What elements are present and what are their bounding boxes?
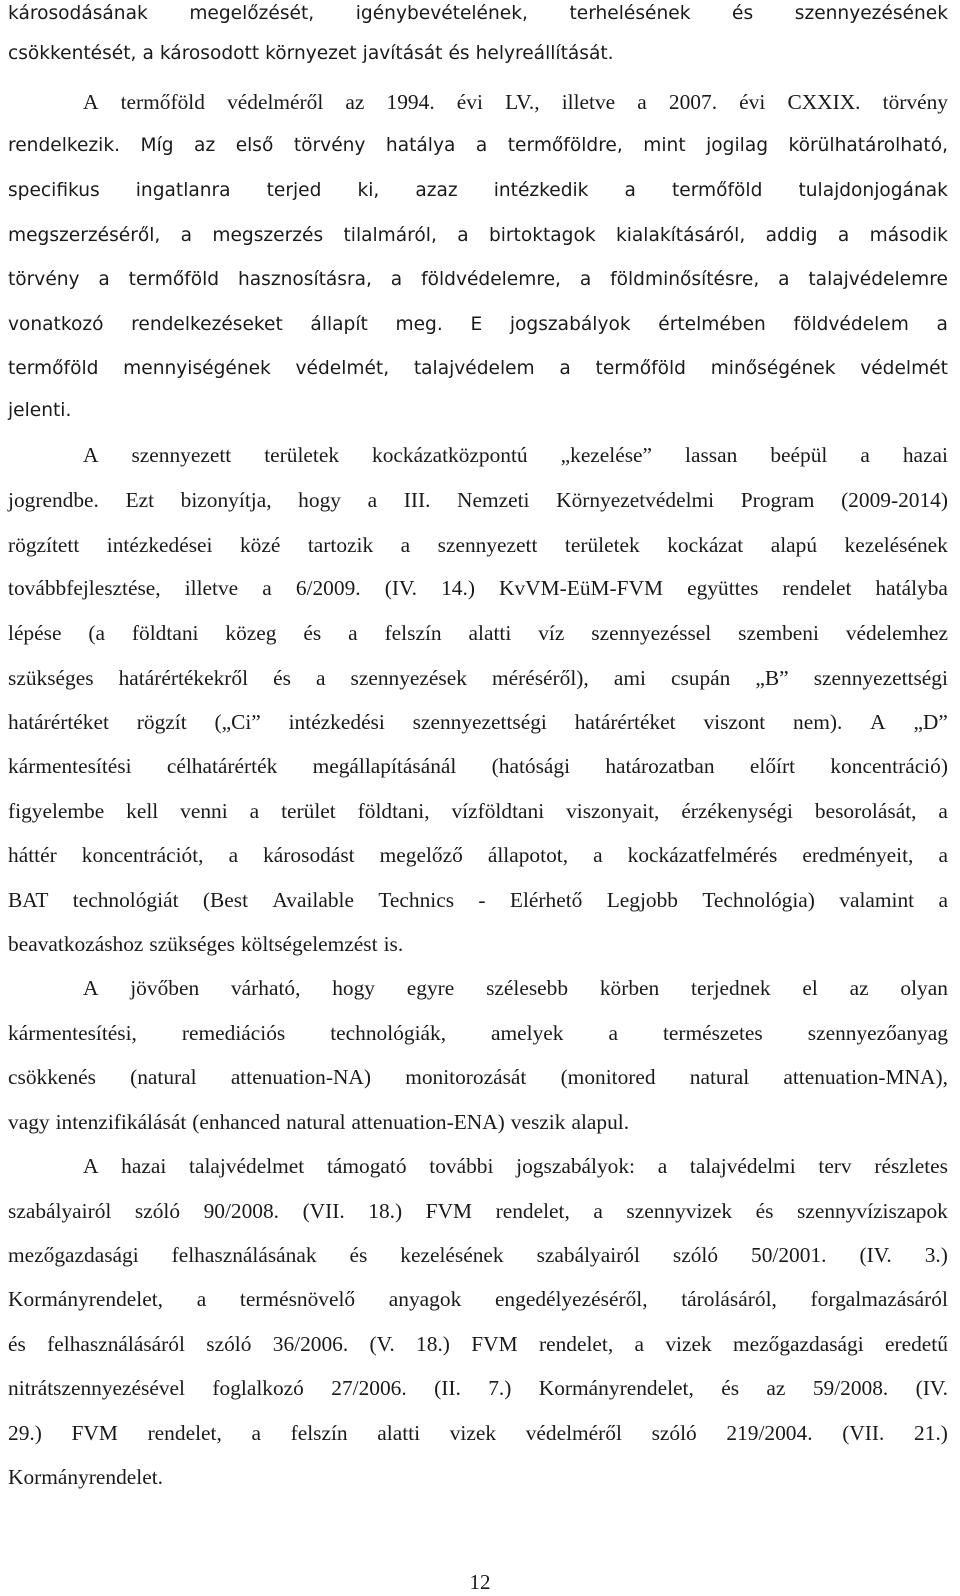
text-line: nitrátszennyezésével foglalkozó 27/2006. (II. 7.) Kormányrendelet, és az 59/2008. (IV. bbox=[8, 1376, 948, 1400]
text-line: BAT technológiát (Best Available Technics - Elérhető Legjobb Technológia) valamint a bbox=[8, 888, 948, 912]
text-line: A jövőben várható, hogy egyre szélesebb körben terjednek el az olyan bbox=[83, 976, 948, 1000]
text-line: beavatkozáshoz szükséges költségelemzést is. bbox=[8, 932, 404, 956]
page-number: 12 bbox=[469, 1570, 491, 1594]
text-line: A szennyezett területek kockázatközpontú „kezelése” lassan beépül a hazai bbox=[83, 443, 948, 467]
text-line: háttér koncentrációt, a károsodást megelőző állapotot, a kockázatfelmérés eredményeit, a bbox=[8, 843, 948, 867]
text-line: specifikus ingatlanra terjed ki, azaz intézkedik a termőföld tulajdonjogának bbox=[8, 180, 948, 201]
text-line: kármentesítési célhatárérték megállapításánál (hatósági határozatban előírt koncentráció) bbox=[8, 754, 948, 778]
text-line: A hazai talajvédelmet támogató további jogszabályok: a talajvédelmi terv részletes bbox=[83, 1154, 948, 1178]
text-line: vagy intenzifikálását (enhanced natural attenuation-ENA) veszik alapul. bbox=[8, 1110, 630, 1134]
text-line: vonatkozó rendelkezéseket állapít meg. E jogszabályok értelmében földvédelem a bbox=[8, 314, 948, 335]
text-line: csökkenés (natural attenuation-NA) monitorozását (monitored natural attenuation-MNA), bbox=[8, 1065, 948, 1089]
text-line: figyelembe kell venni a terület földtani, vízföldtani viszonyait, érzékenységi besorolását, a bbox=[8, 799, 948, 823]
text-line: A termőföld védelméről az 1994. évi LV., illetve a 2007. évi CXXIX. törvény bbox=[83, 90, 948, 114]
text-line: termőföld mennyiségének védelmét, talajvédelem a termőföld minőségének védelmét bbox=[8, 358, 948, 379]
text-line: lépése (a földtani közeg és a felszín alatti víz szennyezéssel szembeni védelemhez bbox=[8, 621, 948, 645]
text-line: csökkentését, a károsodott környezet javítását és helyreállítását. bbox=[8, 43, 614, 64]
text-line: rögzített intézkedései közé tartozik a szennyezett területek kockázat alapú kezelésének bbox=[8, 533, 948, 557]
text-line: Kormányrendelet. bbox=[8, 1465, 164, 1489]
text-line: jelenti. bbox=[8, 400, 72, 421]
text-line: rendelkezik. Míg az első törvény hatálya a termőföldre, mint jogilag körülhatárolható, bbox=[8, 135, 948, 156]
text-line: szükséges határértékekről és a szennyezések méréséről), ami csupán „B” szennyezettségi bbox=[8, 666, 948, 690]
text-line: és felhasználásáról szóló 36/2006. (V. 18.) FVM rendelet, a vizek mezőgazdasági eredetű bbox=[8, 1332, 948, 1356]
text-line: Kormányrendelet, a termésnövelő anyagok engedélyezéséről, tárolásáról, forgalmazásáról bbox=[8, 1287, 948, 1311]
text-line: továbbfejlesztése, illetve a 6/2009. (IV. 14.) KvVM-EüM-FVM együttes rendelet hatályba bbox=[8, 576, 948, 600]
text-line: 29.) FVM rendelet, a felszín alatti vizek védelméről szóló 219/2004. (VII. 21.) bbox=[8, 1421, 948, 1445]
text-line: károsodásának megelőzését, igénybevételének, terhelésének és szennyezésének bbox=[8, 3, 948, 24]
text-line: jogrendbe. Ezt bizonyítja, hogy a III. Nemzeti Környezetvédelmi Program (2009-2014) bbox=[8, 488, 948, 512]
text-line: szabályairól szóló 90/2008. (VII. 18.) FVM rendelet, a szennyvizek és szennyvíziszapok bbox=[8, 1199, 948, 1223]
text-line: törvény a termőföld hasznosításra, a földvédelemre, a földminősítésre, a talajvédelemre bbox=[8, 269, 948, 290]
text-line: határértéket rögzít („Ci” intézkedési szennyezettségi határértéket viszont nem). A „D” bbox=[8, 710, 948, 734]
text-line: megszerzéséről, a megszerzés tilalmáról, a birtoktagok kialakításáról, addig a második bbox=[8, 225, 948, 246]
text-line: kármentesítési, remediációs technológiák, amelyek a természetes szennyezőanyag bbox=[8, 1021, 948, 1045]
text-line: mezőgazdasági felhasználásának és kezelésének szabályairól szóló 50/2001. (IV. 3.) bbox=[8, 1243, 948, 1267]
